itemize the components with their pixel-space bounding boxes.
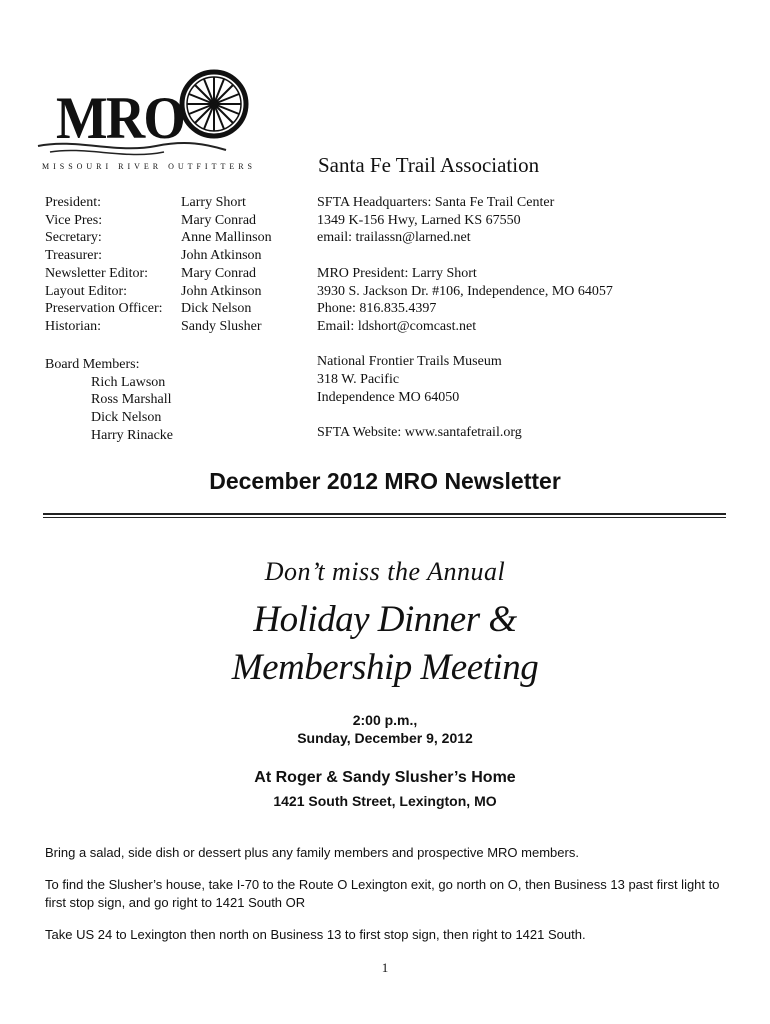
divider [43, 513, 726, 515]
bring-paragraph: Bring a salad, side dish or dessert plus any family members and prospective MRO members. [45, 845, 579, 860]
event-venue: At Roger & Sandy Slusher’s Home [254, 769, 516, 786]
org-title: Santa Fe Trail Association [318, 153, 540, 177]
hq-line1: SFTA Headquarters: Santa Fe Trail Center [317, 195, 555, 210]
newsletter-title: December 2012 MRO Newsletter [209, 468, 561, 494]
officer-role: Historian: [45, 318, 101, 334]
wagon-wheel-icon [182, 72, 246, 136]
board-members [45, 356, 173, 445]
contact-info [317, 194, 613, 442]
museum-city: Independence MO 64050 [317, 389, 460, 405]
hq-email[interactable]: email: trailassn@larned.net [317, 230, 471, 246]
board-label: Board Members: [45, 357, 140, 372]
officer-row [45, 283, 272, 301]
event-address: 1421 South Street, Lexington, MO [273, 793, 497, 809]
sfta-website[interactable]: SFTA Website: www.santafetrail.org [317, 425, 522, 441]
officer-row [45, 212, 272, 230]
event-time-text: 2:00 p.m., [352, 712, 418, 728]
board-member: Rich Lawson [91, 374, 166, 390]
officer-name: Dick Nelson [181, 301, 252, 317]
mro-president: MRO President: Larry Short [317, 265, 477, 281]
dont-miss-heading: Don’t miss the Annual [264, 557, 506, 586]
officer-row [45, 300, 272, 318]
officer-role: Secretary: [45, 230, 102, 246]
logo-letters: MRO [56, 85, 184, 151]
event-title-line2: Membership Meeting [231, 647, 539, 688]
officer-role: Newsletter Editor: [45, 265, 149, 281]
officer-role: Layout Editor: [45, 283, 128, 299]
event-title-line1: Holiday Dinner & [253, 599, 517, 640]
event-date: Sunday, December 9, 2012 [297, 730, 473, 746]
museum-street: 318 W. Pacific [317, 372, 400, 387]
officer-role: Preservation Officer: [45, 301, 163, 317]
officer-name: Sandy Slusher [181, 318, 262, 334]
divider [43, 517, 726, 518]
directions-paragraph: To find the Slusher’s house, take I-70 to the Route O Lexington exit, go north on O, then Business 13 past first light to first stop sign, and go right to 1421 South OR [45, 877, 720, 910]
logo-tagline: MISSOURI RIVER OUTFITTERS [42, 162, 252, 171]
officer-role: Treasurer: [45, 248, 103, 264]
officer-name: John Atkinson [181, 283, 262, 299]
officer-name: John Atkinson [181, 248, 262, 264]
page-number: 1 [381, 960, 389, 975]
mro-email[interactable]: Email: ldshort@comcast.net [317, 318, 477, 334]
directions-alt-paragraph: Take US 24 to Lexington then north on Business 13 to first stop sign, then right to 1421 South. [45, 927, 586, 942]
board-member: Dick Nelson [91, 410, 162, 426]
officer-name: Anne Mallinson [181, 230, 272, 246]
officer-row [45, 229, 272, 247]
officer-role: President: [45, 195, 101, 210]
mro-address: 3930 S. Jackson Dr. #106, Independence, MO 64057 [317, 283, 613, 299]
officer-row [45, 194, 272, 212]
mro-logo [36, 68, 276, 172]
board-member: Harry Rinacke [91, 427, 174, 443]
mro-phone: Phone: 816.835.4397 [317, 301, 437, 317]
board-member: Ross Marshall [91, 392, 172, 408]
hq-line2: 1349 K-156 Hwy, Larned KS 67550 [317, 212, 521, 228]
officer-name: Mary Conrad [181, 265, 257, 281]
museum-name: National Frontier Trails Museum [317, 354, 502, 370]
officer-row [45, 265, 272, 283]
officer-row [45, 247, 272, 265]
officer-name: Larry Short [181, 195, 246, 210]
officer-role: Vice Pres: [45, 212, 103, 228]
officer-name: Mary Conrad [181, 212, 257, 228]
event-time [0, 711, 770, 747]
officer-row [45, 318, 272, 336]
officers-list [45, 194, 272, 336]
